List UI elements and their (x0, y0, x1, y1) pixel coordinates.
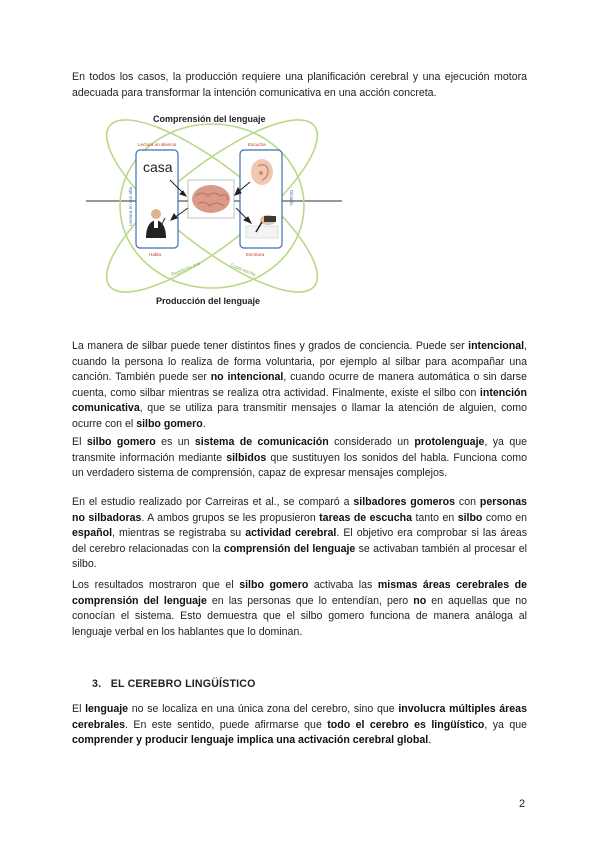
paragraph-estudio: En el estudio realizado por Carreiras et al., se comparó a silbadores gomeros con personas no silbadoras. A ambos grupos se les propusieron tareas de escucha tanto en silbo como en español, mientras se registraba su actividad cerebral. El objetivo era comprobar si las áreas del cerebro relacionadas con la comprensión del lenguaje se activaban también al procesar el silbo. (72, 496, 528, 571)
label-escucha: Escucha (248, 142, 266, 147)
intro-paragraph: En todos los casos, la producción requiere una planificación cerebral y una ejecución motora adecuada para transformar la intención comunicativa en una acción concreta. (72, 71, 527, 99)
label-repeticion-oral: Repetición oral (170, 260, 201, 277)
label-copia-escrita: Copia escrita (229, 262, 257, 277)
page-number: 2 (519, 798, 526, 810)
language-diagram (80, 110, 350, 310)
brain-image (188, 180, 234, 218)
section-heading: 3. EL CEREBRO LINGÜÍSTICO (92, 678, 256, 690)
label-lectura-silencio: Lectura en silencio (138, 142, 177, 147)
label-dictado: Dictado (289, 190, 294, 206)
label-habla: Habla (149, 252, 162, 257)
ear-icon (251, 159, 273, 185)
label-escritura: Escritura (246, 252, 265, 257)
paragraph-resultados: Los resultados mostraron que el silbo gomero activaba las mismas áreas cerebrales de comprensión del lenguaje en las personas que lo entendían, pero no en aquellas que no conocían el sistema. Esto demuestra que el silbo gomero funciona de manera análoga al lenguaje verbal en los hablantes que lo dominan. (72, 579, 527, 638)
diagram-bottom-title: Producción del lenguaje (156, 296, 261, 306)
label-lectura-voz-alta: Lectura en voz alta (128, 187, 133, 226)
paragraph-silbar: La manera de silbar puede tener distintos fines y grados de conciencia. Puede ser intencional, cuando la persona lo realiza de forma voluntaria, por ejemplo al silbar para acompañar una canción. También puede ser no intencional, cuando ocurre de manera automática o sin darse cuenta, como silbar mientras se realiza otra actividad. Finalmente, existe el silbo con intención comunicativa, que se utiliza para transmitir mensajes o llamar la atención de alguien, como ocurre con el silbo gomero. (72, 340, 527, 430)
diagram-top-title: Comprensión del lenguaje (153, 114, 266, 124)
casa-word: casa (143, 159, 173, 175)
paragraph-silbo-gomero: El silbo gomero es un sistema de comunicación considerado un protolenguaje, ya que transmite información mediante silbidos que sustituyen los sonidos del habla. Funciona como un verdadero sistema de comprensión, capaz de expresar mensajes complejos. (72, 436, 527, 480)
paragraph-cerebro-linguistico: El lenguaje no se localiza en una única zona del cerebro, sino que involucra múltiples áreas cerebrales. En este sentido, puede afirmarse que todo el cerebro es lingüístico, ya que comprender y producir lenguaje implica una activación cerebral global. (72, 703, 527, 747)
